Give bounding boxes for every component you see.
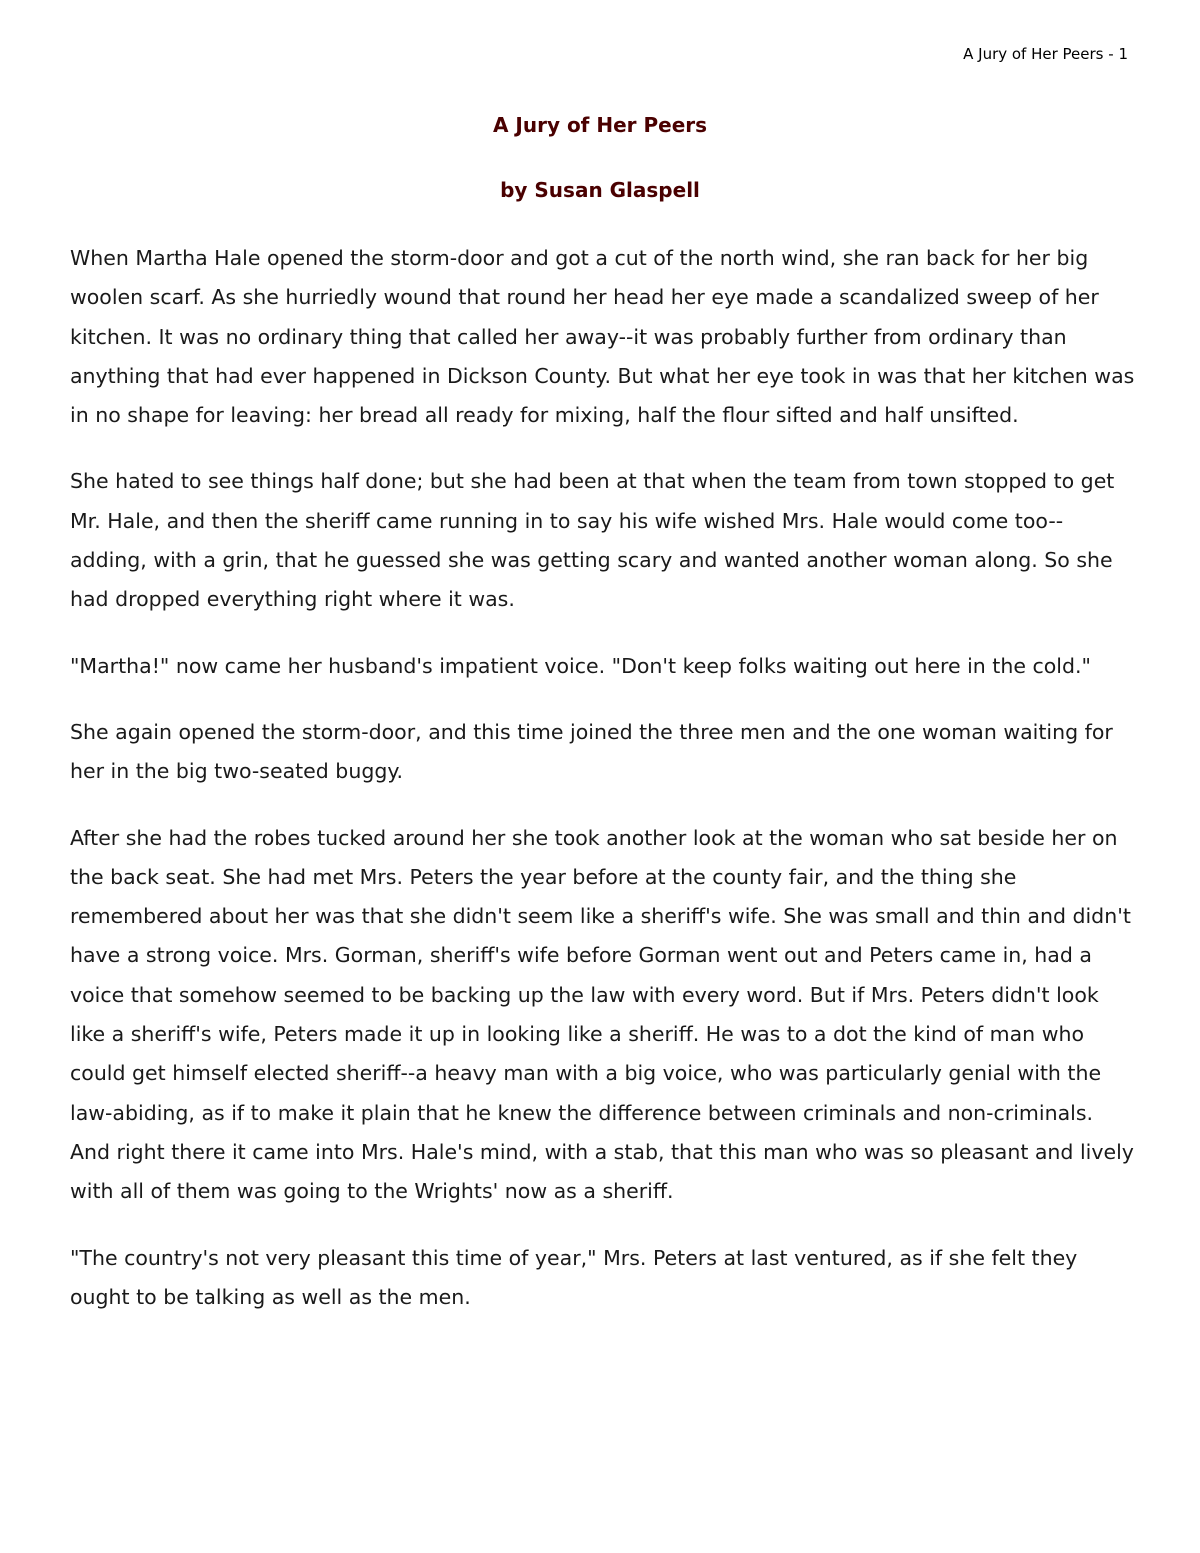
- paragraph: After she had the robes tucked around her she took another look at the woman who sat beside her on the back seat. She had met Mrs. Peters the year before at the county fair, and the thing she remembered about her was that she didn't seem like a sheriff's wife. She was small and thin and didn't have a strong voice. Mrs. Gorman, sheriff's wife before Gorman went out and Peters came in, had a voice that somehow seemed to be backing up the law with every word. But if Mrs. Peters didn't look like a sheriff's wife, Peters made it up in looking like a sheriff. He was to a dot the kind of man who could get himself elected sheriff--a heavy man with a big voice, who was particularly genial with the law-abiding, as if to make it plain that he knew the difference between criminals and non-criminals. And right there it came into Mrs. Hale's mind, with a stab, that this man who was so pleasant and lively with all of them was going to the Wrights' now as a sheriff.: [70, 825, 1134, 1204]
- document-byline: by Susan Glaspell: [500, 178, 700, 202]
- paragraph: She hated to see things half done; but she had been at that when the team from town stopped to get Mr. Hale, and then the sheriff came running in to say his wife wished Mrs. Hale would come too--adding, with a grin, that he guessed she was getting scary and wanted another woman along. So she had dropped everything right where it was.: [70, 469, 1115, 612]
- paragraph: "The country's not very pleasant this time of year," Mrs. Peters at last ventured, as if she felt they ought to be talking as well as the men.: [70, 1245, 1078, 1309]
- document-title: A Jury of Her Peers: [492, 113, 708, 137]
- story-body: [70, 239, 1138, 1344]
- paragraph: She again opened the storm-door, and this time joined the three men and the one woman waiting for her in the big two-seated buggy.: [70, 719, 1113, 784]
- paragraph: When Martha Hale opened the storm-door and got a cut of the north wind, she ran back for her big woolen scarf. As she hurriedly wound that round her head her eye made a scandalized sweep of her kitchen. It was no ordinary thing that called her away--it was probably further from ordinary than anything that had ever happened in Dickson County. But what her eye took in was that her kitchen was in no shape for leaving: her bread all ready for mixing, half the flour sifted and half unsifted.: [70, 246, 1135, 428]
- paragraph: "Martha!" now came her husband's impatient voice. "Don't keep folks waiting out here in the cold.": [70, 653, 1091, 678]
- running-header: A Jury of Her Peers - 1: [963, 45, 1128, 63]
